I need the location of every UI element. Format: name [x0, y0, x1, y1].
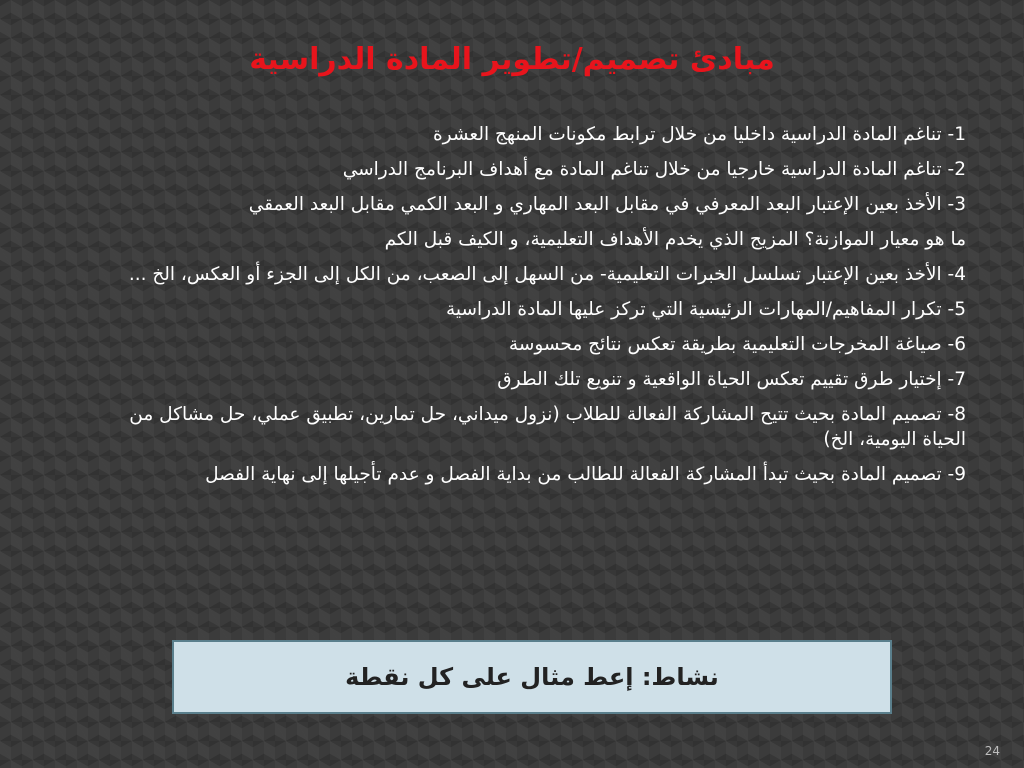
point-4: 4- الأخذ بعين الإعتبار تسلسل الخبرات التعليمية- من السهل إلى الصعب، من الكل إلى الجزء أو العكس، الخ ... — [128, 264, 966, 285]
point-7: 7- إختيار طرق تقييم تعكس الحياة الواقعية و تنويع تلك الطرق — [497, 369, 966, 390]
slide-title: مبادئ تصميم/تطوير المادة الدراسية — [249, 42, 775, 77]
point-1: 1- تناغم المادة الدراسية داخليا من خلال ترابط مكونات المنهج العشرة — [432, 124, 966, 145]
point-2: 2- تناغم المادة الدراسية خارجيا من خلال تناغم المادة مع أهداف البرنامج الدراسي — [342, 159, 966, 180]
point-5: 5- تكرار المفاهيم/المهارات الرئيسية التي تركز عليها المادة الدراسية — [445, 299, 966, 320]
activity-text: نشاط: إعط مثال على كل نقطة — [345, 663, 719, 691]
activity-box — [172, 640, 892, 714]
point-9: 9- تصميم المادة بحيث تبدأ المشاركة الفعالة للطالب من بداية الفصل و عدم تأجيلها إلى نهاية الفصل — [205, 464, 966, 485]
point-3: 3- الأخذ بعين الإعتبار البعد المعرفي في مقابل البعد المهاري و البعد الكمي مقابل البعد العمقي — [248, 194, 966, 215]
point-8: 8- تصميم المادة بحيث تتيح المشاركة الفعالة للطلاب (نزول ميداني، حل تمارين، تطبيق عملي، حل مشاكل من الحياة اليومية، الخ) — [129, 404, 966, 450]
page-number: 24 — [984, 744, 1000, 758]
point-6: 6- صياغة المخرجات التعليمية بطريقة تعكس نتائج محسوسة — [508, 334, 966, 355]
points-list — [106, 122, 966, 497]
point-balance-question: ما هو معيار الموازنة؟ المزيج الذي يخدم الأهداف التعليمية، و الكيف قبل الكم — [384, 229, 966, 250]
